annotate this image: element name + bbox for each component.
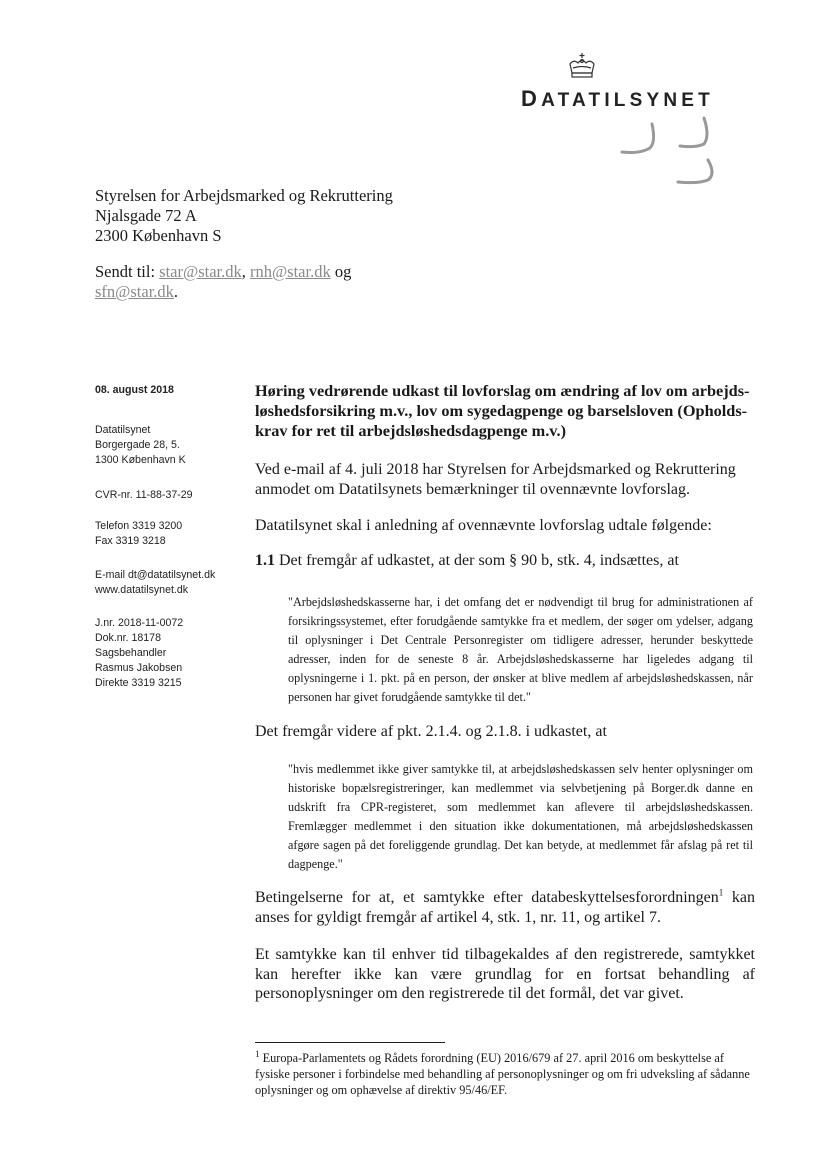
footnote-divider — [255, 1042, 445, 1043]
recipient-line: 2300 København S — [95, 226, 222, 245]
crown-logo-icon — [566, 52, 598, 80]
letter-heading: Høring vedrørende udkast til lovforslag om ændring af lov om arbejds- løshedsforsikring m.v., lov om sygedagpenge og barselsloven (Opholds- krav for ret til arbejdsløshedsdagpenge m.v.) — [255, 381, 750, 440]
paragraph-section-1-1: 1.1 Det fremgår af udkastet, at der som § 90 b, stk. 4, indsættes, at — [255, 552, 679, 569]
footnote: $^1$ Europa-Parlamentets og Rådets forordning (EU) 2016/679 af 27. april 2016 om beskyttelse af fysiske personer i forbindelse med behandling af personoplysninger og om fri udveksling af sådanne oplysninger og om ophævelse af direktiv 95/46/EF. — [255, 1048, 750, 1097]
recipient-line: Njalsgade 72 A — [95, 206, 197, 225]
logo-wordmark: DATATILSYNET — [521, 86, 714, 111]
email-link-rnh[interactable]: rnh@star.dk — [249, 262, 331, 281]
quote-block-1: "Arbejdsløshedskasserne har, i det omfang det er nødvendigt til brug for administrationen af forsikringssystemet, efter forudgående samtykke fra et medlem, der søger om ydelser, adgang til oplysninger i Det Centrale Personregister om tidligere adresser, herunder beskyttede adresser, inden for de seneste 8 år. Arbejdsløshedskasserne har ligeledes adgang til oplysningerne i 1. pkt. på en person, der ønsker at blive medlem af arbejdsløshedskassen, når personen har givet forudgående samtykke til det." — [288, 595, 753, 704]
sender-address: Datatilsynet Borgergade 28, 5. 1300 København K — [95, 424, 186, 466]
footnote-ref[interactable]: 1 — [718, 887, 724, 898]
email-link-sfn[interactable]: sfn@star.dk — [95, 282, 174, 301]
paragraph-further: Det fremgår videre af pkt. 2.1.4. og 2.1.8. i udkastet, at — [255, 723, 607, 740]
sender-web: E-mail dt@datatilsynet.dk www.datatilsynet.dk — [95, 569, 216, 596]
recipient-address — [95, 186, 393, 246]
handwritten-signature-mark — [612, 112, 737, 197]
footnote-number: 1 — [255, 1048, 260, 1059]
sent-to-line: Sendt til: star@star.dk, rnh@star.dk og sfn@star.dk. — [95, 262, 352, 301]
sent-to-label: Sendt til: — [95, 262, 156, 281]
letter-date: 08. august 2018 — [95, 384, 174, 396]
section-number: 1.1 — [255, 552, 275, 569]
paragraph-statement: Datatilsynet skal i anledning af ovennævnte lovforslag udtale følgende: — [255, 517, 712, 534]
paragraph-intro: Ved e-mail af 4. juli 2018 har Styrelsen for Arbejdsmarked og Rekruttering anmodet om Datatilsynets bemærkninger til ovennævnte lovforslag. — [255, 461, 736, 498]
paragraph-consent-withdrawal: Et samtykke kan til enhver tid tilbagekaldes af den registrerede, samtykket kan herefter ikke kan være grundlag for en fortsat behandling af personoplysninger om den registrerede til det formål, det var givet. — [255, 946, 755, 1002]
email-link-star[interactable]: star@star.dk — [159, 262, 242, 281]
case-info: J.nr. 2018-11-0072 Dok.nr. 18178 Sagsbehandler Rasmus Jakobsen Direkte 3319 3215 — [95, 617, 184, 689]
recipient-line: Styrelsen for Arbejdsmarked og Rekruttering — [95, 186, 393, 205]
cvr-number: CVR-nr. 11-88-37-29 — [95, 489, 193, 501]
paragraph-consent-conditions: Betingelserne for at, et samtykke efter databeskyttelsesforordningen$^1$ kan anses for gyldigt fremgår af artikel 4, stk. 1, nr. 11, og artikel 7. — [255, 887, 756, 926]
sender-phone: Telefon 3319 3200 Fax 3319 3218 — [95, 520, 183, 547]
quote-block-2: "hvis medlemmet ikke giver samtykke til, at arbejdsløshedskassen selv henter oplysninger om historiske bopælsregistreringer, kan medlemmet via selvbetjening på Borger.dk danne en udskrift fra CPR-registeret, som medlemmet kan aflevere til arbejdsløshedskassen. Fremlægger medlemmet i den situation ikke dokumentationen, må arbejdsløshedskassen afgøre sagen på det foreliggende grundlag. Det kan betyde, at medlemmet får afslag på ret til dagpenge." — [288, 762, 753, 871]
